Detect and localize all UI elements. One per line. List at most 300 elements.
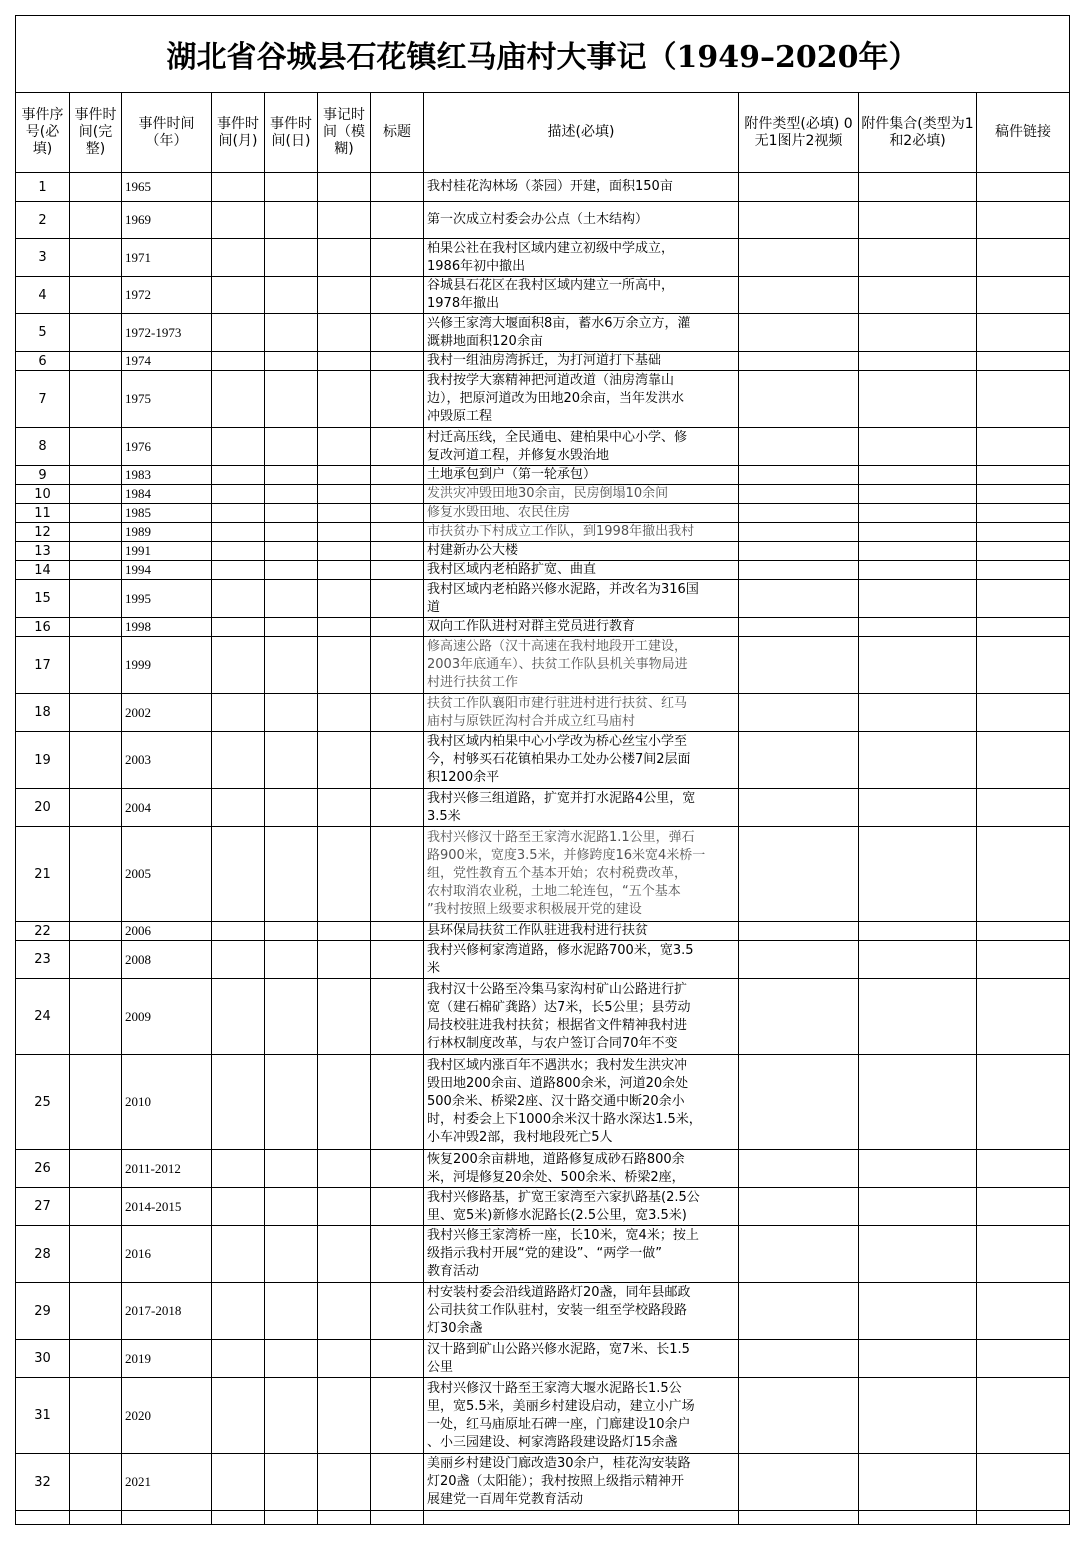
cell-year: 1972 — [122, 277, 212, 314]
cell-description — [424, 580, 739, 618]
cell-full-date — [70, 202, 122, 239]
cell-attachment-type — [739, 173, 859, 202]
description-line: 复改河道工程，并修复水毁治地 — [427, 447, 610, 463]
cell-attachment-type — [739, 941, 859, 979]
description-line: 村迁高压线，全民通电、建柏果中心小学、修 — [427, 429, 688, 445]
cell-no: 16 — [16, 618, 70, 637]
cell-full-date — [70, 1226, 122, 1283]
cell-attachment-set — [859, 580, 977, 618]
cell-attachment-set — [859, 173, 977, 202]
description-line: 组，党性教育五个基本开始；农村税费改革， — [427, 866, 688, 881]
cell-year: 1969 — [122, 202, 212, 239]
description-line: 我村区域内柏果中心小学改为桥心丝宝小学至 — [427, 734, 688, 749]
cell-day — [265, 1055, 318, 1150]
cell-month — [212, 637, 265, 694]
description-line: ”我村按照上级要求积极展开党的建设 — [427, 902, 642, 917]
table-row — [16, 1055, 1070, 1150]
description-line: 扶贫工作队襄阳市建行驻进村进行扶贫、红马 — [427, 695, 688, 711]
cell-month — [212, 1188, 265, 1226]
cell-description — [424, 1378, 739, 1454]
cell-month — [212, 542, 265, 561]
cell-fuzzy-date — [318, 580, 371, 618]
cell-description — [424, 618, 739, 637]
cell-attachment-set — [859, 202, 977, 239]
cell-description — [424, 504, 739, 523]
cell-fuzzy-date — [318, 523, 371, 542]
cell-title — [371, 542, 424, 561]
cell-title — [371, 504, 424, 523]
cell-attachment-type — [739, 922, 859, 941]
cell-no: 30 — [16, 1340, 70, 1378]
description-line: 里，宽5.5米，美丽乡村建设启动，建立小广场 — [427, 1398, 695, 1414]
description-line: 米 — [427, 960, 441, 976]
cell-year: 1974 — [122, 352, 212, 371]
cell-year: 1983 — [122, 466, 212, 485]
description-line: 我村汉十公路至冷集马家沟村矿山公路进行扩 — [427, 981, 688, 997]
description-line: 修复水毁田地、农民住房 — [427, 505, 571, 520]
cell-fuzzy-date — [318, 922, 371, 941]
cell-full-date — [70, 277, 122, 314]
cell-day — [265, 173, 318, 202]
cell-no: 24 — [16, 979, 70, 1055]
description-line: 修高速公路（汉十高速在我村地段开工建设， — [427, 639, 688, 654]
cell-month — [212, 561, 265, 580]
empty-cell — [265, 1511, 318, 1525]
cell-link — [977, 789, 1070, 827]
cell-month — [212, 314, 265, 352]
description-line: 谷城县石花区在我村区域内建立一所高中， — [427, 278, 675, 293]
cell-month — [212, 979, 265, 1055]
cell-attachment-type — [739, 1055, 859, 1150]
cell-month — [212, 523, 265, 542]
cell-full-date — [70, 504, 122, 523]
cell-description — [424, 485, 739, 504]
description-line: 公里 — [427, 1359, 454, 1375]
cell-month — [212, 922, 265, 941]
cell-full-date — [70, 979, 122, 1055]
table-row — [16, 239, 1070, 277]
cell-description — [424, 352, 739, 371]
cell-title — [371, 485, 424, 504]
col-header-title: 标题 — [371, 93, 424, 173]
description-line: 路900米，宽度3.5米，并修跨度16米宽4米桥一 — [427, 848, 706, 863]
table-row — [16, 637, 1070, 694]
cell-description — [424, 1283, 739, 1340]
cell-attachment-type — [739, 1340, 859, 1378]
cell-description — [424, 561, 739, 580]
cell-day — [265, 1454, 318, 1511]
cell-fuzzy-date — [318, 428, 371, 466]
cell-no: 2 — [16, 202, 70, 239]
cell-fuzzy-date — [318, 485, 371, 504]
cell-fuzzy-date — [318, 637, 371, 694]
cell-attachment-set — [859, 732, 977, 789]
cell-attachment-set — [859, 561, 977, 580]
cell-title — [371, 523, 424, 542]
cell-month — [212, 1454, 265, 1511]
cell-title — [371, 1340, 424, 1378]
cell-attachment-type — [739, 561, 859, 580]
table-row — [16, 173, 1070, 202]
description-line: 2003年底通车）、扶贫工作队县机关事物局进 — [427, 657, 688, 672]
cell-attachment-type — [739, 1454, 859, 1511]
cell-attachment-type — [739, 466, 859, 485]
cell-attachment-set — [859, 1283, 977, 1340]
cell-no: 25 — [16, 1055, 70, 1150]
col-header-full-date: 事件时间(完整) — [70, 93, 122, 173]
cell-month — [212, 173, 265, 202]
description-line: 村建新办公大楼 — [427, 543, 519, 558]
cell-attachment-set — [859, 1226, 977, 1283]
cell-day — [265, 1283, 318, 1340]
cell-fuzzy-date — [318, 173, 371, 202]
table-row — [16, 523, 1070, 542]
cell-day — [265, 428, 318, 466]
description-line: 我村桂花沟林场（茶园）开建，面积150亩 — [427, 179, 673, 194]
cell-full-date — [70, 618, 122, 637]
cell-link — [977, 827, 1070, 922]
cell-full-date — [70, 732, 122, 789]
cell-link — [977, 428, 1070, 466]
cell-attachment-type — [739, 523, 859, 542]
description-line: 行林权制度改革，与农户签订合同70年不变 — [427, 1035, 678, 1051]
cell-attachment-type — [739, 827, 859, 922]
cell-attachment-set — [859, 523, 977, 542]
cell-no: 31 — [16, 1378, 70, 1454]
cell-fuzzy-date — [318, 277, 371, 314]
cell-day — [265, 580, 318, 618]
cell-link — [977, 941, 1070, 979]
cell-full-date — [70, 485, 122, 504]
cell-year: 1991 — [122, 542, 212, 561]
description-line: 米，河堤修复20余处、500余米、桥梁2座， — [427, 1169, 685, 1185]
cell-description — [424, 941, 739, 979]
cell-attachment-set — [859, 1055, 977, 1150]
cell-description — [424, 371, 739, 428]
cell-title — [371, 561, 424, 580]
cell-title — [371, 637, 424, 694]
cell-year: 2006 — [122, 922, 212, 941]
cell-month — [212, 202, 265, 239]
description-line: 公司扶贫工作队驻村，安装一组至学校路段路 — [427, 1303, 688, 1318]
cell-full-date — [70, 1283, 122, 1340]
cell-year: 2020 — [122, 1378, 212, 1454]
description-line: 1986年初中撤出 — [427, 258, 526, 274]
cell-attachment-set — [859, 1150, 977, 1188]
cell-attachment-type — [739, 485, 859, 504]
cell-description — [424, 542, 739, 561]
empty-cell — [859, 1511, 977, 1525]
table-row — [16, 466, 1070, 485]
description-line: 灯30余盏 — [427, 1321, 483, 1336]
cell-day — [265, 1226, 318, 1283]
cell-no: 3 — [16, 239, 70, 277]
description-line: 土地承包到户（第一轮承包） — [427, 467, 597, 482]
cell-title — [371, 352, 424, 371]
cell-title — [371, 1283, 424, 1340]
empty-cell — [16, 1511, 70, 1525]
table-row — [16, 1378, 1070, 1454]
cell-description — [424, 239, 739, 277]
cell-title — [371, 941, 424, 979]
description-line: 一处，红马庙原址石碑一座，门廊建设10余户 — [427, 1416, 691, 1432]
cell-year: 1998 — [122, 618, 212, 637]
cell-no: 15 — [16, 580, 70, 618]
description-line: 溉耕地面积120余亩 — [427, 333, 543, 349]
description-line: 我村兴修汉十路至王家湾大堰水泥路长1.5公 — [427, 1380, 682, 1396]
table-row — [16, 1188, 1070, 1226]
description-line: 市扶贫办下村成立工作队，到1998年撤出我村 — [427, 524, 695, 539]
cell-link — [977, 314, 1070, 352]
cell-year: 2003 — [122, 732, 212, 789]
col-header-link: 稿件链接 — [977, 93, 1070, 173]
cell-no: 10 — [16, 485, 70, 504]
cell-title — [371, 1378, 424, 1454]
cell-attachment-type — [739, 542, 859, 561]
cell-link — [977, 371, 1070, 428]
cell-attachment-type — [739, 352, 859, 371]
cell-description — [424, 428, 739, 466]
cell-fuzzy-date — [318, 979, 371, 1055]
cell-year: 1975 — [122, 371, 212, 428]
cell-fuzzy-date — [318, 1340, 371, 1378]
cell-title — [371, 1150, 424, 1188]
cell-fuzzy-date — [318, 561, 371, 580]
cell-title — [371, 277, 424, 314]
cell-full-date — [70, 523, 122, 542]
cell-day — [265, 979, 318, 1055]
cell-title — [371, 922, 424, 941]
cell-month — [212, 1378, 265, 1454]
cell-fuzzy-date — [318, 1150, 371, 1188]
cell-year: 2004 — [122, 789, 212, 827]
cell-day — [265, 542, 318, 561]
cell-full-date — [70, 1150, 122, 1188]
cell-no: 8 — [16, 428, 70, 466]
description-line: 3.5米 — [427, 808, 461, 824]
cell-full-date — [70, 827, 122, 922]
cell-link — [977, 694, 1070, 732]
cell-full-date — [70, 922, 122, 941]
cell-full-date — [70, 1378, 122, 1454]
cell-full-date — [70, 1340, 122, 1378]
description-line: 时，村委会上下1000余米汉十路水深达1.5米， — [427, 1112, 702, 1127]
cell-year: 2021 — [122, 1454, 212, 1511]
cell-link — [977, 561, 1070, 580]
cell-month — [212, 371, 265, 428]
description-line: 柏果公社在我村区域内建立初级中学成立， — [427, 240, 675, 256]
cell-attachment-set — [859, 922, 977, 941]
cell-title — [371, 466, 424, 485]
cell-link — [977, 504, 1070, 523]
cell-no: 12 — [16, 523, 70, 542]
description-line: 我村兴修汉十路至王家湾水泥路1.1公里，弹石 — [427, 830, 695, 845]
description-line: 道 — [427, 599, 441, 615]
cell-day — [265, 314, 318, 352]
cell-full-date — [70, 428, 122, 466]
table-row — [16, 1340, 1070, 1378]
cell-day — [265, 732, 318, 789]
cell-description — [424, 202, 739, 239]
cell-description — [424, 979, 739, 1055]
cell-fuzzy-date — [318, 352, 371, 371]
description-line: 农村取消农业税，土地二轮连包，“五个基本 — [427, 884, 681, 899]
cell-month — [212, 504, 265, 523]
description-line: 教育活动 — [427, 1264, 480, 1279]
cell-attachment-type — [739, 979, 859, 1055]
cell-full-date — [70, 561, 122, 580]
description-line: 毁田地200余亩、道路800余米，河道20余处 — [427, 1076, 689, 1091]
cell-link — [977, 202, 1070, 239]
cell-full-date — [70, 352, 122, 371]
cell-title — [371, 314, 424, 352]
cell-attachment-set — [859, 618, 977, 637]
cell-day — [265, 789, 318, 827]
cell-month — [212, 1283, 265, 1340]
cell-description — [424, 827, 739, 922]
cell-fuzzy-date — [318, 1055, 371, 1150]
cell-day — [265, 485, 318, 504]
empty-cell — [122, 1511, 212, 1525]
table-row — [16, 428, 1070, 466]
description-line: 我村按学大寨精神把河道改道（油房湾靠山 — [427, 373, 675, 388]
description-line: 汉十路到矿山公路兴修水泥路，宽7米、长1.5 — [427, 1341, 690, 1357]
cell-month — [212, 789, 265, 827]
cell-year: 2010 — [122, 1055, 212, 1150]
cell-fuzzy-date — [318, 542, 371, 561]
cell-title — [371, 694, 424, 732]
description-line: 级指示我村开展“党的建设”、“两学一做” — [427, 1246, 662, 1261]
cell-year: 1995 — [122, 580, 212, 618]
table-row — [16, 485, 1070, 504]
cell-description — [424, 922, 739, 941]
table-row — [16, 202, 1070, 239]
cell-year: 1989 — [122, 523, 212, 542]
spreadsheet — [15, 15, 1070, 1525]
description-line: 村进行扶贫工作 — [427, 675, 519, 690]
cell-month — [212, 1055, 265, 1150]
cell-description — [424, 466, 739, 485]
description-line: 我村兴修柯家湾道路，修水泥路700米，宽3.5 — [427, 942, 694, 958]
cell-fuzzy-date — [318, 314, 371, 352]
cell-day — [265, 827, 318, 922]
cell-day — [265, 561, 318, 580]
cell-month — [212, 466, 265, 485]
col-header-year: 事件时间（年） — [122, 93, 212, 173]
cell-link — [977, 1378, 1070, 1454]
cell-attachment-type — [739, 202, 859, 239]
cell-year: 2016 — [122, 1226, 212, 1283]
cell-full-date — [70, 173, 122, 202]
table-row — [16, 789, 1070, 827]
events-table — [15, 15, 1070, 1525]
cell-fuzzy-date — [318, 504, 371, 523]
cell-month — [212, 941, 265, 979]
cell-description — [424, 523, 739, 542]
cell-attachment-type — [739, 637, 859, 694]
cell-no: 21 — [16, 827, 70, 922]
cell-day — [265, 1340, 318, 1378]
cell-link — [977, 485, 1070, 504]
cell-description — [424, 1340, 739, 1378]
col-header-attachment-type: 附件类型(必填) 0无1图片2视频 — [739, 93, 859, 173]
cell-title — [371, 618, 424, 637]
description-line: 展建党一百周年党教育活动 — [427, 1492, 584, 1507]
cell-year: 2002 — [122, 694, 212, 732]
cell-link — [977, 277, 1070, 314]
cell-attachment-type — [739, 1150, 859, 1188]
cell-attachment-set — [859, 314, 977, 352]
cell-link — [977, 523, 1070, 542]
cell-day — [265, 1378, 318, 1454]
cell-attachment-set — [859, 1188, 977, 1226]
cell-full-date — [70, 1055, 122, 1150]
col-header-description: 描述(必填) — [424, 93, 739, 173]
cell-day — [265, 1150, 318, 1188]
cell-day — [265, 371, 318, 428]
cell-attachment-set — [859, 789, 977, 827]
cell-attachment-type — [739, 580, 859, 618]
cell-year: 2019 — [122, 1340, 212, 1378]
table-row — [16, 352, 1070, 371]
cell-attachment-type — [739, 1226, 859, 1283]
cell-full-date — [70, 466, 122, 485]
cell-month — [212, 694, 265, 732]
cell-month — [212, 1340, 265, 1378]
cell-no: 1 — [16, 173, 70, 202]
cell-month — [212, 485, 265, 504]
description-line: 500余米、桥梁2座、汉十路交通中断20余小 — [427, 1094, 685, 1109]
table-row — [16, 314, 1070, 352]
description-line: 我村区域内老柏路扩宽、曲直 — [427, 562, 597, 577]
cell-attachment-set — [859, 352, 977, 371]
empty-cell — [212, 1511, 265, 1525]
cell-attachment-set — [859, 371, 977, 428]
cell-fuzzy-date — [318, 618, 371, 637]
cell-attachment-type — [739, 428, 859, 466]
cell-year: 1994 — [122, 561, 212, 580]
cell-title — [371, 371, 424, 428]
cell-no: 28 — [16, 1226, 70, 1283]
cell-month — [212, 827, 265, 922]
table-row — [16, 371, 1070, 428]
cell-description — [424, 1150, 739, 1188]
cell-description — [424, 732, 739, 789]
cell-fuzzy-date — [318, 371, 371, 428]
cell-fuzzy-date — [318, 941, 371, 979]
description-line: 我村区域内涨百年不遇洪水；我村发生洪灾冲 — [427, 1058, 688, 1073]
empty-cell — [70, 1511, 122, 1525]
table-row — [16, 1454, 1070, 1511]
cell-day — [265, 352, 318, 371]
cell-day — [265, 922, 318, 941]
cell-full-date — [70, 789, 122, 827]
cell-link — [977, 1454, 1070, 1511]
cell-no: 27 — [16, 1188, 70, 1226]
cell-attachment-set — [859, 1340, 977, 1378]
empty-cell — [371, 1511, 424, 1525]
cell-no: 5 — [16, 314, 70, 352]
col-header-attachment-set: 附件集合(类型为1和2必填) — [859, 93, 977, 173]
cell-attachment-set — [859, 542, 977, 561]
cell-fuzzy-date — [318, 694, 371, 732]
table-row — [16, 1150, 1070, 1188]
table-row — [16, 922, 1070, 941]
cell-attachment-set — [859, 827, 977, 922]
cell-full-date — [70, 1454, 122, 1511]
table-row — [16, 827, 1070, 922]
cell-year: 1972-1973 — [122, 314, 212, 352]
